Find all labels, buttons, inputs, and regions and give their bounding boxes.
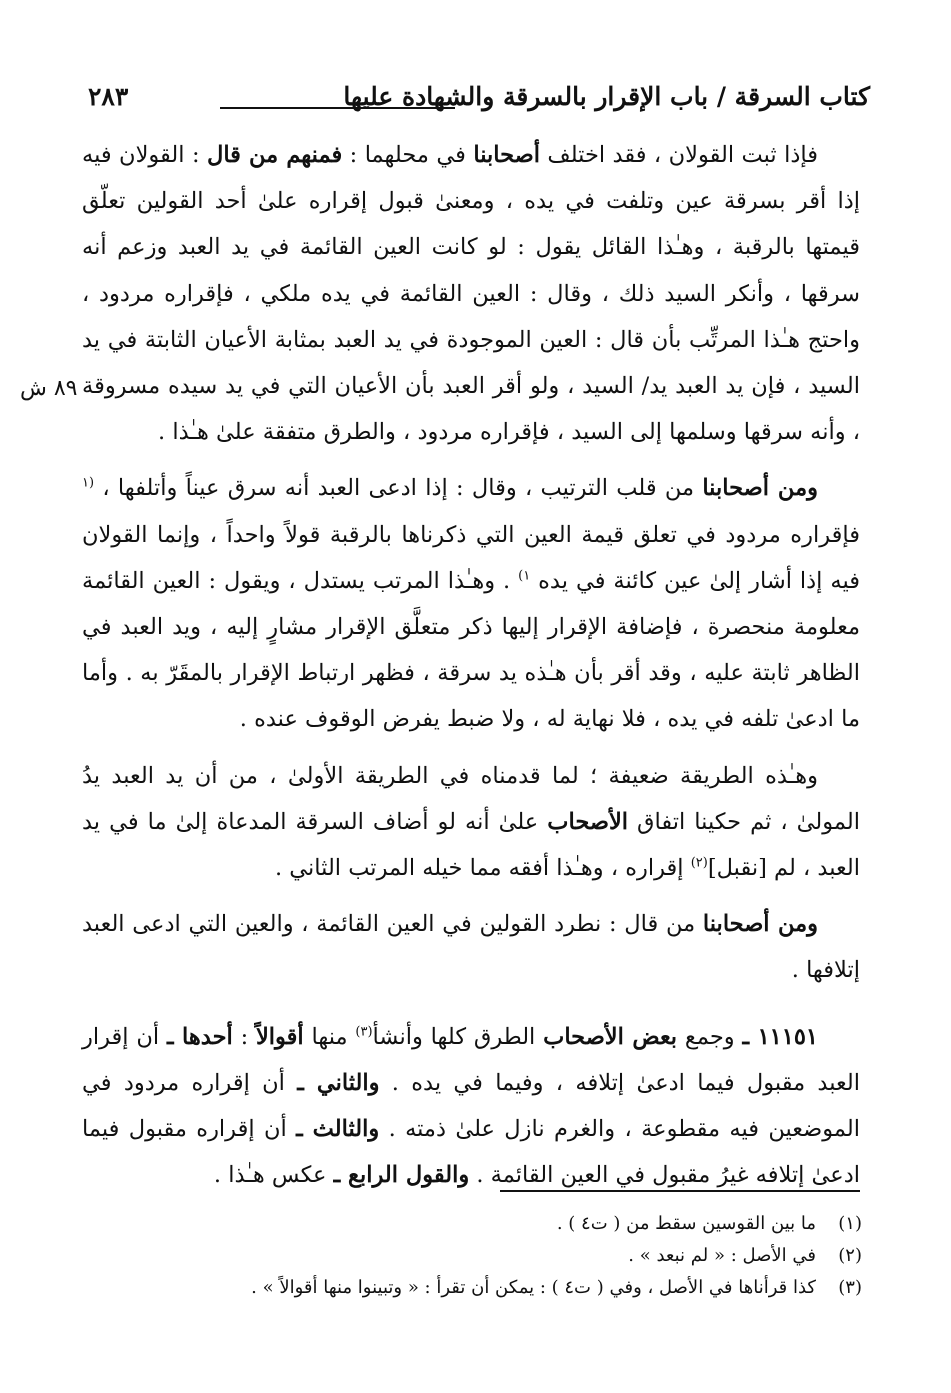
text-run: من قلب الترتيب ، وقال : إذا ادعى العبد أنه سرق عيناً وأتلفها ، [94,475,703,502]
text-run: من قال : نطرد القولين في العين القائمة ، والعين التي ادعى العبد إتلافها . [82,911,860,984]
footnote-text: ما بين القوسين سقط من ( ت٤ ) . [556,1213,816,1234]
margin-note: ٨٩ ش [20,376,78,401]
section-number: ١١١٥١ ـ [742,1023,819,1050]
footnote-3 [82,1272,862,1304]
footnote-marker: (٣) [355,1024,373,1040]
footnote-number: (٣) [838,1277,862,1298]
bold-term: بعض الأصحاب [543,1023,678,1050]
running-header [60,82,870,126]
paragraph-1 [82,132,860,455]
footnote-1 [82,1208,862,1240]
bold-term: والثاني ـ [297,1069,380,1096]
text-run: فإقراره مردود في تعلق قيمة العين التي ذكرناها بالرقبة قولاً واحداً ، وإنما القولان فيه إذا أشار إلىٰ عين كائنة في يده [82,521,860,594]
paragraph-4 [82,901,860,993]
text-run: فإذا ثبت القولان ، فقد اختلف [540,142,818,168]
text-run: أن إقرار العبد مقبول فيما ادعىٰ إتلافه ، وفيما في يده . [82,1023,860,1096]
footnote-text: كذا قرأناها في الأصل ، وفي ( ت٤ ) : يمكن أن تقرأ : « وتبينوا منها أقوالاً » . [251,1277,816,1298]
page-number: ٢٨٣ [88,82,129,111]
main-text [82,132,860,1198]
text-run: علىٰ أنه لو أضاف السرقة المدعاة إلىٰ ما في يد العبد ، لم [نقبل] [82,808,860,882]
bold-term: ومن أصحابنا [702,475,818,502]
header-title: كتاب السرقة / باب الإقرار بالسرقة والشهادة عليها [343,82,870,111]
footnote-number: (١) [838,1213,862,1234]
text-run: : [232,1023,256,1050]
text-run: في محلهما : [342,142,474,168]
bold-term: الأصحاب [547,808,629,835]
paragraph-3 [82,753,860,892]
footnote-marker: (١ [82,475,95,491]
header-rule [220,107,455,109]
footnote-number: (٢) [838,1245,862,1266]
text-run: وهـٰذه الطريقة ضعيفة ؛ لما قدمناه في الطريقة الأولىٰ ، من أن يد العبد يدُ المولىٰ ، ثم حكينا اتفاق [82,762,860,835]
footnote-rule [500,1190,860,1192]
footnote-marker: ١) [518,568,531,584]
text-run: وجمع [677,1023,743,1050]
bold-term: أقوالاً [255,1023,304,1050]
footnote-2 [82,1240,862,1272]
text-run: أن إقراره مردود في الموضعين فيه مقطوعة ، والغرم نازل علىٰ ذمته . [82,1069,860,1143]
bold-term: والقول الرابع ـ [333,1162,470,1189]
text-run: عكس هـٰذا . [213,1162,334,1189]
bold-term: أصحابنا [473,142,540,168]
text-run: . وهـٰذا المرتب يستدل ، ويقول : العين القائمة معلومة منحصرة ، فإضافة الإقرار إليها ذكر متعلَّق الإقرار مشارٍ إليه ، ويد العبد في الظاهر ثابتة عليه ، وقد أقر بأن هـٰذه يد سرقة ، فظهر ارتباط الإقرار بالمقَرّ به . وأما ما ادعىٰ تلفه في يده ، فلا نهاية له ، ولا ضبط يفرض الوقوف عنده . [82,567,860,733]
text-run: منها [303,1023,356,1050]
paragraph-5 [82,1014,860,1199]
bold-term: أحدها ـ [166,1023,233,1050]
footnote-marker: (٢) [690,855,708,871]
bold-term: فمنهم من قال [206,142,343,168]
paragraph-2 [82,465,860,742]
text-run: إقراره ، وهـٰذا أفقه مما خيله المرتب الثاني . [274,855,691,882]
text-run: أن إقراره مقبول فيما ادعىٰ إتلافه غيرُ مقبول في العين القائمة . [82,1116,860,1189]
text-run: : القولان فيه إذا أقر بسرقة عين وتلفت في يده ، ومعنىٰ قبول إقراره علىٰ أحد القولين تعلّق قيمتها بالرقبة ، وهـٰذا القائل يقول : لو كانت العين القائمة في يد العبد وزعم أنه سرقها ، وأنكر السيد ذلك ، وقال : العين القائمة في يده ملكي ، فإقراره مردود ، واحتج هـٰذا المرتِّب بأن قال : العين الموجودة في يد العبد بمثابة الأعيان الثابتة في يد السيد ، فإن يد العبد يد/ السيد ، ولو أقر العبد بأن الأعيان التي في يد سيده مسروقة ، وأنه سرقها وسلمها إلى السيد ، فإقراره مردود ، والطرق متفقة علىٰ هـٰذا . [82,142,860,446]
text-run: الطرق كلها وأنشأ [372,1023,544,1050]
bold-term: ومن أصحابنا [702,911,818,938]
footnote-text: في الأصل : « لم نبعد » . [628,1245,816,1266]
footnotes [82,1208,862,1304]
bold-term: والثالث ـ [296,1116,380,1143]
